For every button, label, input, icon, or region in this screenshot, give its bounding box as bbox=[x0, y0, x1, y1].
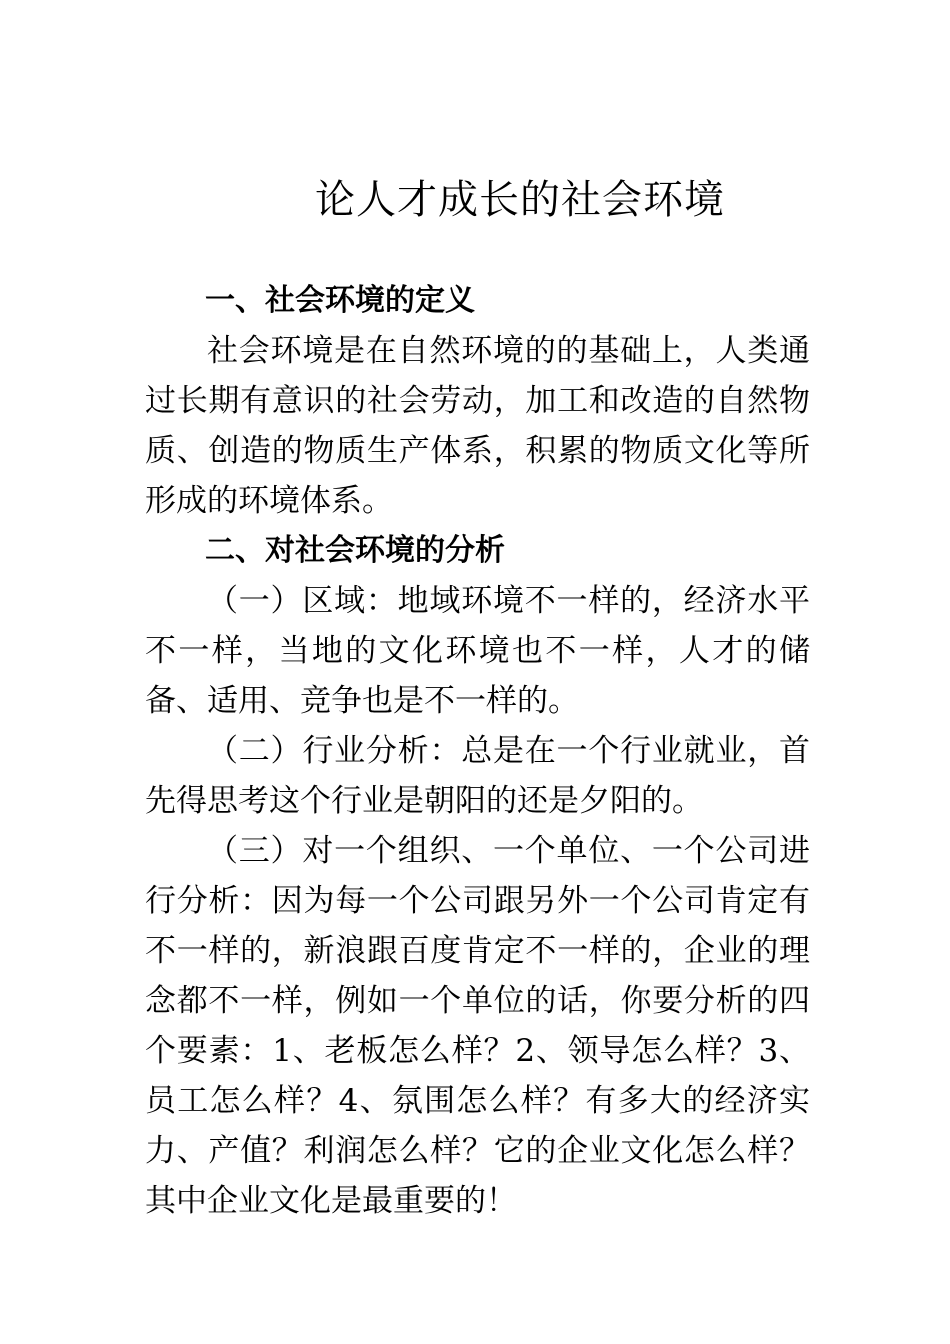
paragraph-definition: 社会环境是在自然环境的的基础上，人类通过长期有意识的社会劳动，加工和改造的自然物质、创造的物质生产体系，积累的物质文化等所形成的环境体系。 bbox=[145, 333, 810, 519]
paragraph-region: （一）区域：地域环境不一样的，经济水平不一样，当地的文化环境也不一样，人才的储备、适用、竞争也是不一样的。 bbox=[145, 583, 810, 719]
paragraph-industry: （二）行业分析：总是在一个行业就业，首先得思考这个行业是朝阳的还是夕阳的。 bbox=[145, 733, 810, 819]
document-body bbox=[145, 276, 810, 1226]
section-heading-analysis: 二、对社会环境的分析 bbox=[205, 533, 505, 568]
page-title: 论人才成长的社会环境 bbox=[315, 177, 725, 223]
paragraph-organization: （三）对一个组织、一个单位、一个公司进行分析：因为每一个公司跟另外一个公司肯定有不一样的，新浪跟百度肯定不一样的，企业的理念都不一样，例如一个单位的话，你要分析的四个要素：1、老板怎么样？2、领导怎么样？3、员工怎么样？4、氛围怎么样？有多大的经济实力、产值？利润怎么样？它的企业文化怎么样？其中企业文化是最重要的！ bbox=[145, 833, 810, 1219]
section-heading-definition: 一、社会环境的定义 bbox=[205, 283, 475, 318]
